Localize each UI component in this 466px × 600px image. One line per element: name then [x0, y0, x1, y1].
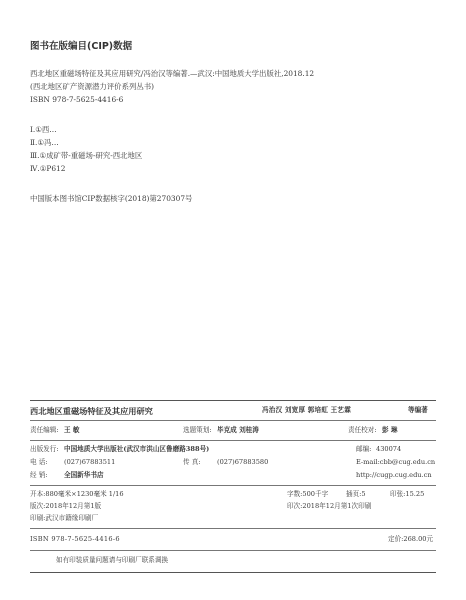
edition: 版次:2018年12月第1版 [30, 502, 102, 510]
phone: (027)67883511 [64, 458, 116, 466]
editor-name: 王 敏 [64, 426, 80, 434]
divider [30, 528, 436, 529]
subject-term-4: Ⅳ.①P612 [30, 164, 66, 173]
planner-name: 毕克成 刘桂涛 [217, 426, 259, 434]
printer: 印刷:武汉市籍缘印刷厂 [30, 514, 99, 522]
subject-term-3: Ⅲ.①成矿带-重磁场-研究-西北地区 [30, 151, 143, 160]
cip-line-series: (西北地区矿产资源潜力评价系列丛书) [30, 82, 155, 91]
phone-label: 电 话: [30, 458, 48, 466]
subject-term-1: Ⅰ.①西… [30, 125, 57, 134]
colophon-bottom-rule [30, 572, 436, 573]
editor-label: 责任编辑: [30, 426, 59, 434]
distributor: 全国新华书店 [64, 471, 104, 479]
divider [30, 485, 436, 486]
cip-line-title: 西北地区重磁场特征及其应用研究/冯治汉等编著.—武汉:中国地质大学出版社,2018.12 [30, 69, 315, 78]
planner-label: 选题策划: [183, 426, 212, 434]
subject-term-2: Ⅱ.①冯… [30, 138, 59, 147]
format: 开本:880毫米×1230毫米 1/16 [30, 490, 124, 498]
cip-header: 图书在版编目(CIP)数据 [30, 41, 133, 52]
cip-number: 中国版本图书馆CIP数据核字(2018)第270307号 [30, 194, 193, 203]
isbn: ISBN 978-7-5625-4416-6 [30, 535, 120, 543]
postcode-label: 邮编: [356, 445, 372, 453]
website: http://cugp.cug.edu.cn [356, 471, 432, 479]
authors: 冯治汉 刘宽厚 郭培虹 王艺霖 [262, 406, 352, 414]
publisher: 中国地质大学出版社(武汉市洪山区鲁磨路388号) [64, 445, 210, 453]
word-count: 字数:500千字 [287, 490, 329, 498]
distributor-label: 经 销: [30, 471, 48, 479]
colophon-top-rule [30, 400, 436, 401]
divider [30, 550, 436, 551]
price: 定价:268.00元 [388, 535, 434, 543]
fax: (027)67883580 [217, 458, 269, 466]
quality-notice: 如有印装质量问题请与印刷厂联系调换 [56, 556, 169, 564]
postcode: 430074 [376, 445, 402, 453]
sheets: 印张:15.25 [390, 490, 425, 498]
divider [30, 420, 436, 421]
publisher-label: 出版发行: [30, 445, 59, 453]
email: E-mail:cbb@cug.edu.cn [356, 458, 436, 466]
authors-suffix: 等编著 [408, 406, 428, 414]
cip-line-isbn: ISBN 978-7-5625-4416-6 [30, 95, 124, 104]
fax-label: 传 真: [183, 458, 201, 466]
print-run: 印次:2018年12月第1次印刷 [287, 502, 372, 510]
proofreader-name: 彭 琳 [382, 426, 398, 434]
plates: 插页:5 [346, 490, 366, 498]
book-title: 西北地区重磁场特征及其应用研究 [30, 406, 153, 416]
proofreader-label: 责任校对: [348, 426, 377, 434]
divider [30, 440, 436, 441]
